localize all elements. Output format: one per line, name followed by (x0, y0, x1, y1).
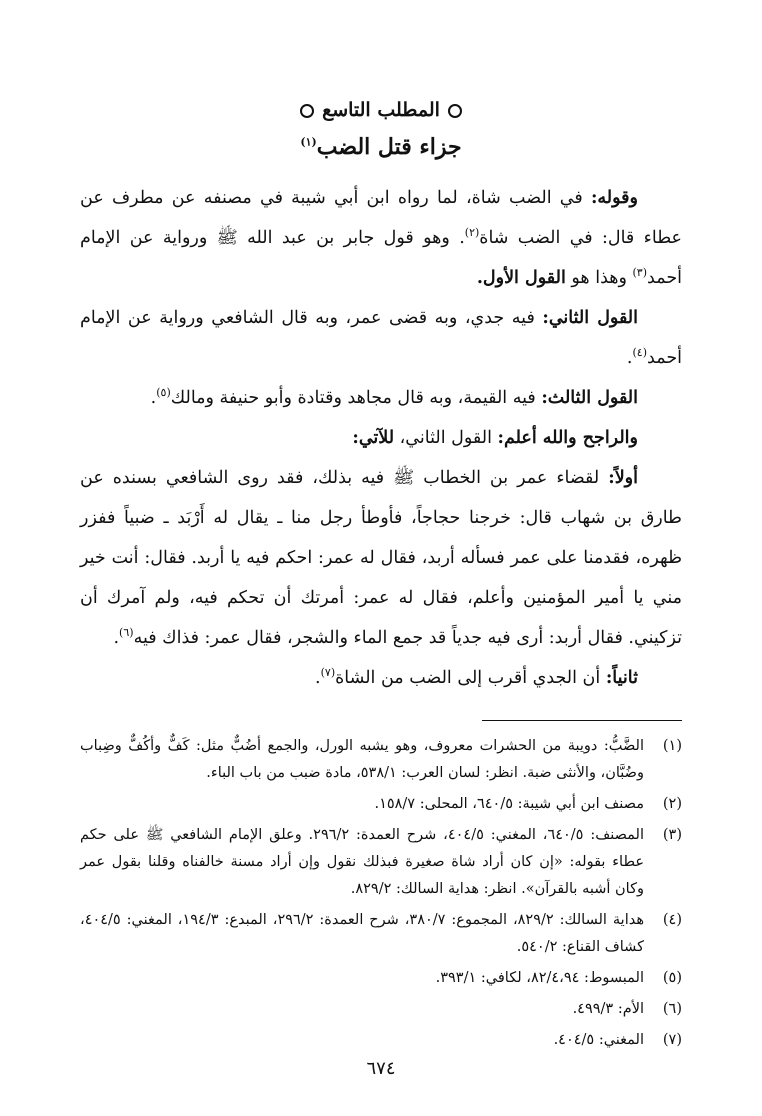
footnote-number: (٣) (662, 827, 682, 843)
paragraph-text: . (626, 348, 633, 368)
footnote-number: (٦) (662, 1001, 682, 1017)
footnote-ref: (٦) (119, 626, 134, 640)
footnote-ref: (٢) (464, 226, 480, 240)
footnote-text: المغني: ٤٠٤/٥. (553, 1032, 644, 1048)
main-text (80, 178, 682, 698)
paragraph-text: في الضب شاة، لما رواه ابن أبي شيبة في مصنفه عن مطرف عن عطاء قال: في الضب شاة (80, 188, 682, 248)
paragraph-text: فيه القيمة، وبه قال مجاهد وقتادة وأبو حنيفة ومالك (170, 388, 542, 408)
page-number: ٦٧٤ (366, 1058, 396, 1079)
footnote (80, 791, 682, 818)
circle-ornament-icon (300, 104, 314, 118)
footnote-number: (١) (662, 738, 682, 754)
footnote (80, 822, 682, 903)
paragraph-bold-end: القول الأول. (476, 268, 566, 288)
circle-ornament-icon (448, 104, 462, 118)
footnote-number: (٥) (662, 970, 682, 986)
paragraph-text: القول الثاني، (394, 428, 498, 448)
footnote-ref: (١) (300, 135, 317, 149)
footnote-ref: (٧) (320, 666, 336, 680)
paragraph (80, 458, 682, 658)
footnote-ref: (٣) (632, 266, 648, 280)
footnote (80, 1027, 682, 1054)
footnote-divider (482, 720, 682, 721)
paragraph (80, 298, 682, 378)
footnote-text: المصنف: ٦٤٠/٥، المغني: ٤٠٤/٥، شرح العمدة: ٢٩٦/٢. وعلق الإمام الشافعي ﷺ على حكم عطاء بقوله: «إن كان أراد شاة صغيرة فبذلك نقول وإن أراد مسنة خالفناه وقلنا بقول عمر وكان أشبه بالقرآن». انظر: هداية السالك: ٨٢٩/٢. (80, 827, 644, 897)
section-heading (80, 96, 682, 124)
footnote (80, 965, 682, 992)
paragraph (80, 378, 682, 418)
paragraph-lead: وقوله: (590, 188, 638, 208)
paragraph-text: فيه جدي، وبه قضى عمر، وبه قال الشافعي ورواية عن الإمام أحمد (80, 308, 682, 368)
footnote-number: (٤) (662, 912, 682, 928)
footnote-ref: (٥) (156, 386, 171, 400)
footnote-text: المبسوط: ٨٢/٤،٩٤، لكافي: ٣٩٣/١. (435, 970, 644, 986)
paragraph-text: . (150, 388, 157, 408)
page-title (80, 130, 682, 164)
paragraph-lead: أولاً: (608, 468, 638, 488)
footnotes (80, 733, 682, 1054)
page-title-text: جزاء قتل الضب (316, 134, 462, 160)
section-heading-text: المطلب التاسع (322, 99, 440, 121)
paragraph-text: أن الجدي أقرب إلى الضب من الشاة (335, 668, 606, 688)
footnote-text: مصنف ابن أبي شيبة: ٦٤٠/٥، المحلى: ١٥٨/٧. (374, 796, 644, 812)
paragraph-text: . وهو قول جابر بن عبد الله ﷺ ورواية عن الإمام أحمد (80, 228, 682, 288)
footnote-text: الأم: ٤٩٩/٣. (572, 1001, 644, 1017)
footnote-ref: (٤) (632, 346, 648, 360)
paragraph-text: . (315, 668, 321, 688)
footnote (80, 733, 682, 787)
paragraph (80, 418, 682, 458)
paragraph-text: وهذا هو (565, 268, 633, 288)
paragraph-text: . (113, 628, 120, 648)
paragraph (80, 178, 682, 298)
footnote (80, 907, 682, 961)
footnote-number: (٧) (662, 1032, 682, 1048)
paragraph (80, 658, 682, 698)
footnote (80, 996, 682, 1023)
paragraph-lead: القول الثالث: (541, 388, 638, 408)
paragraph-lead: القول الثاني: (542, 308, 638, 328)
paragraph-text: لقضاء عمر بن الخطاب ﷺ فيه بذلك، فقد روى الشافعي بسنده عن طارق بن شهاب قال: خرجنا حجاجاً، فأوطأ رجل منا ـ يقال له أَرْبَد ـ ضبياً ففزر ظهره، فقدمنا على عمر فسأله أربد، فقال له عمر: احكم فيه يا أربد. فقال: أنت خير مني يا أمير المؤمنين وأعلم، فقال له عمر: أمرتك أن تحكم فيه، ولم آمرك أن تزكيني. فقال أربد: أرى فيه جدياً قد جمع الماء والشجر، فقال عمر: فذاك فيه (80, 468, 682, 648)
paragraph-tail: للآتي: (352, 428, 395, 448)
footnote-text: هداية السالك: ٨٢٩/٢، المجموع: ٣٨٠/٧، شرح العمدة: ٢٩٦/٢، المبدع: ١٩٤/٣، المغني: ٤٠٤/٥، كشاف القناع: ٥٤٠/٢. (80, 912, 644, 955)
paragraph-lead: ثانياً: (605, 668, 638, 688)
footnote-number: (٢) (662, 796, 682, 812)
footnote-text: الضَّبُّ: دويبة من الحشرات معروف، وهو يشبه الورل، والجمع أضُبٌّ مثل: كَفٌّ وأكُفٌّ وضِباب وضُبَّان، والأنثى ضبة. انظر: لسان العرب: ٥٣٨/١، مادة ضبب من باب الباء. (80, 738, 644, 781)
paragraph-lead: والراجح والله أعلم: (497, 428, 638, 448)
